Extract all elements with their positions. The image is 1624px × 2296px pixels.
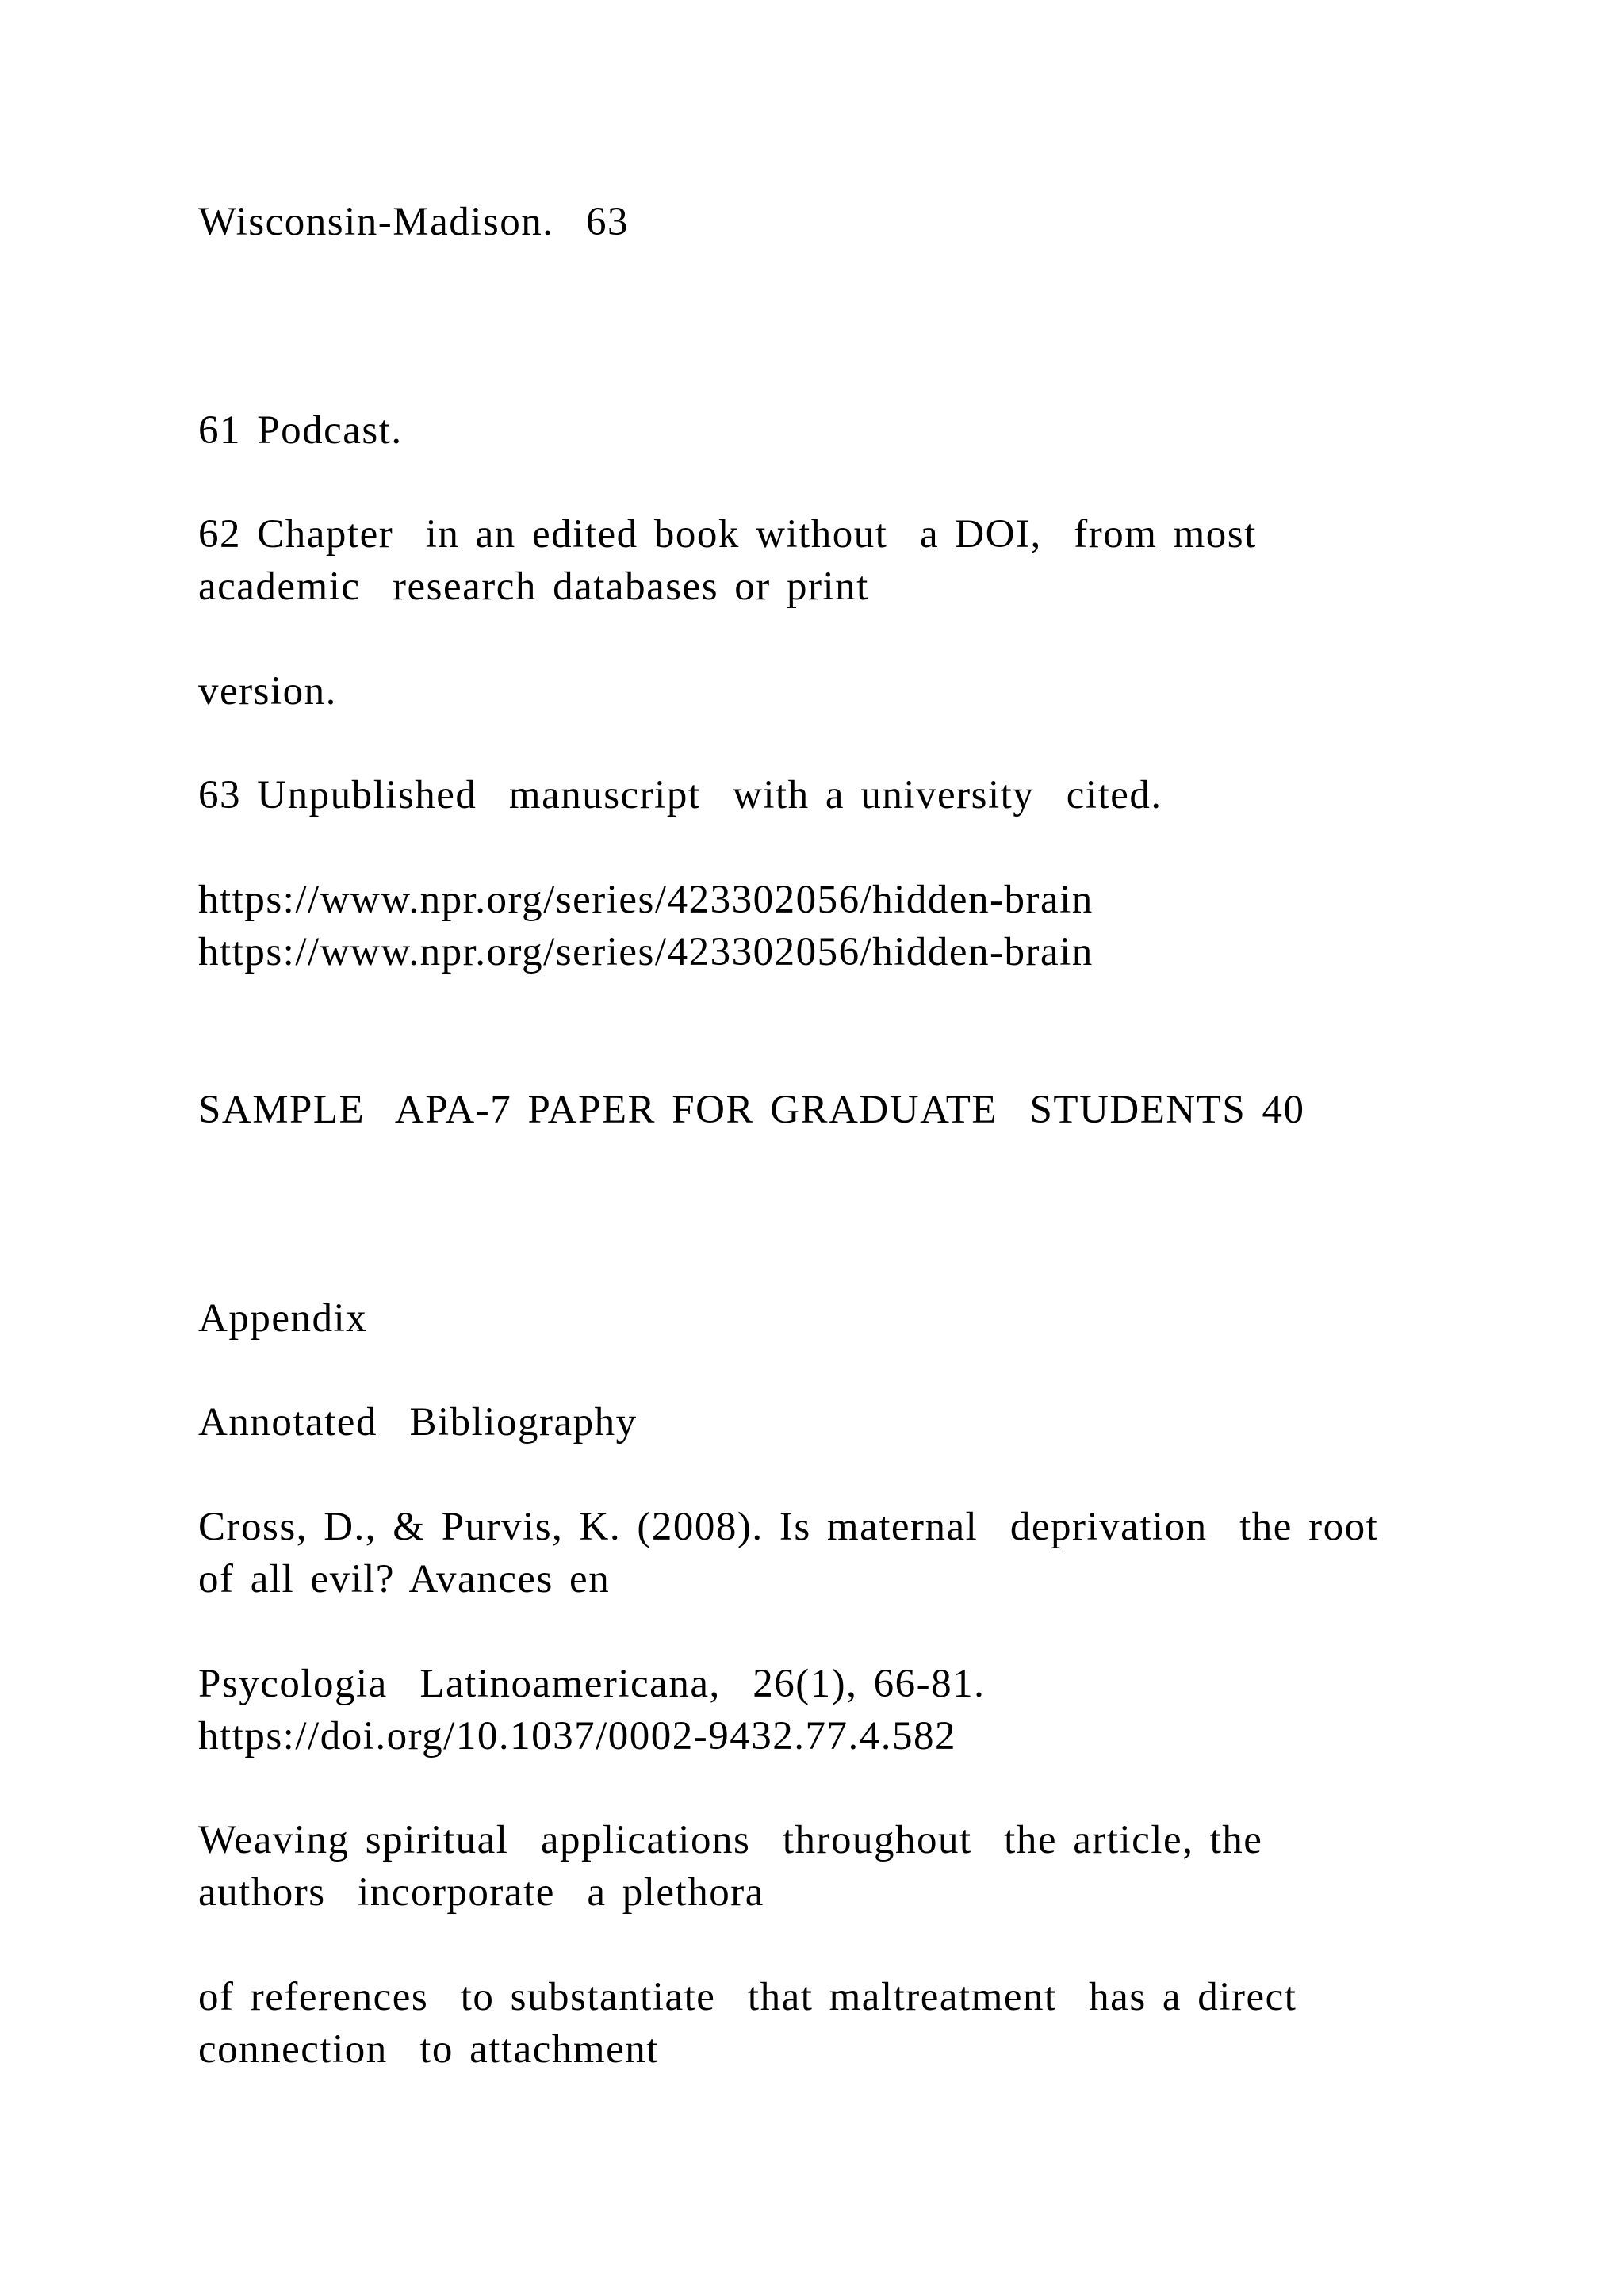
text-line: 63 Unpublished manuscript with a university cited. [198,773,1162,817]
text-line: 61 Podcast. [198,408,403,453]
text-line: of all evil? Avances en [198,1557,611,1601]
text-line: authors incorporate a plethora [198,1870,764,1915]
text-line: Cross, D., & Purvis, K. (2008). Is maternal deprivation the root [198,1505,1379,1549]
text-line: academic research databases or print [198,564,869,609]
running-head: SAMPLE APA-7 PAPER FOR GRADUATE STUDENTS 40 [198,1088,1305,1132]
url-line: https://www.npr.org/series/423302056/hidden-brain [198,878,1094,922]
text-line: 62 Chapter in an edited book without a DOI, from most [198,512,1257,557]
text-line: version. [198,669,337,714]
text-line: Wisconsin-Madison. 63 [198,200,629,244]
text-line: of references to substantiate that maltreatment has a direct [198,1975,1297,2019]
text-line: Weaving spiritual applications throughout the article, the [198,1818,1263,1862]
text-line: connection to attachment [198,2027,659,2072]
text-line: Psycologia Latinoamericana, 26(1), 66-81. [198,1662,986,1706]
section-heading: Appendix [198,1296,368,1341]
url-line: https://www.npr.org/series/423302056/hidden-brain [198,930,1094,974]
url-line: https://doi.org/10.1037/0002-9432.77.4.582 [198,1714,956,1758]
section-subheading: Annotated Bibliography [198,1400,638,1445]
